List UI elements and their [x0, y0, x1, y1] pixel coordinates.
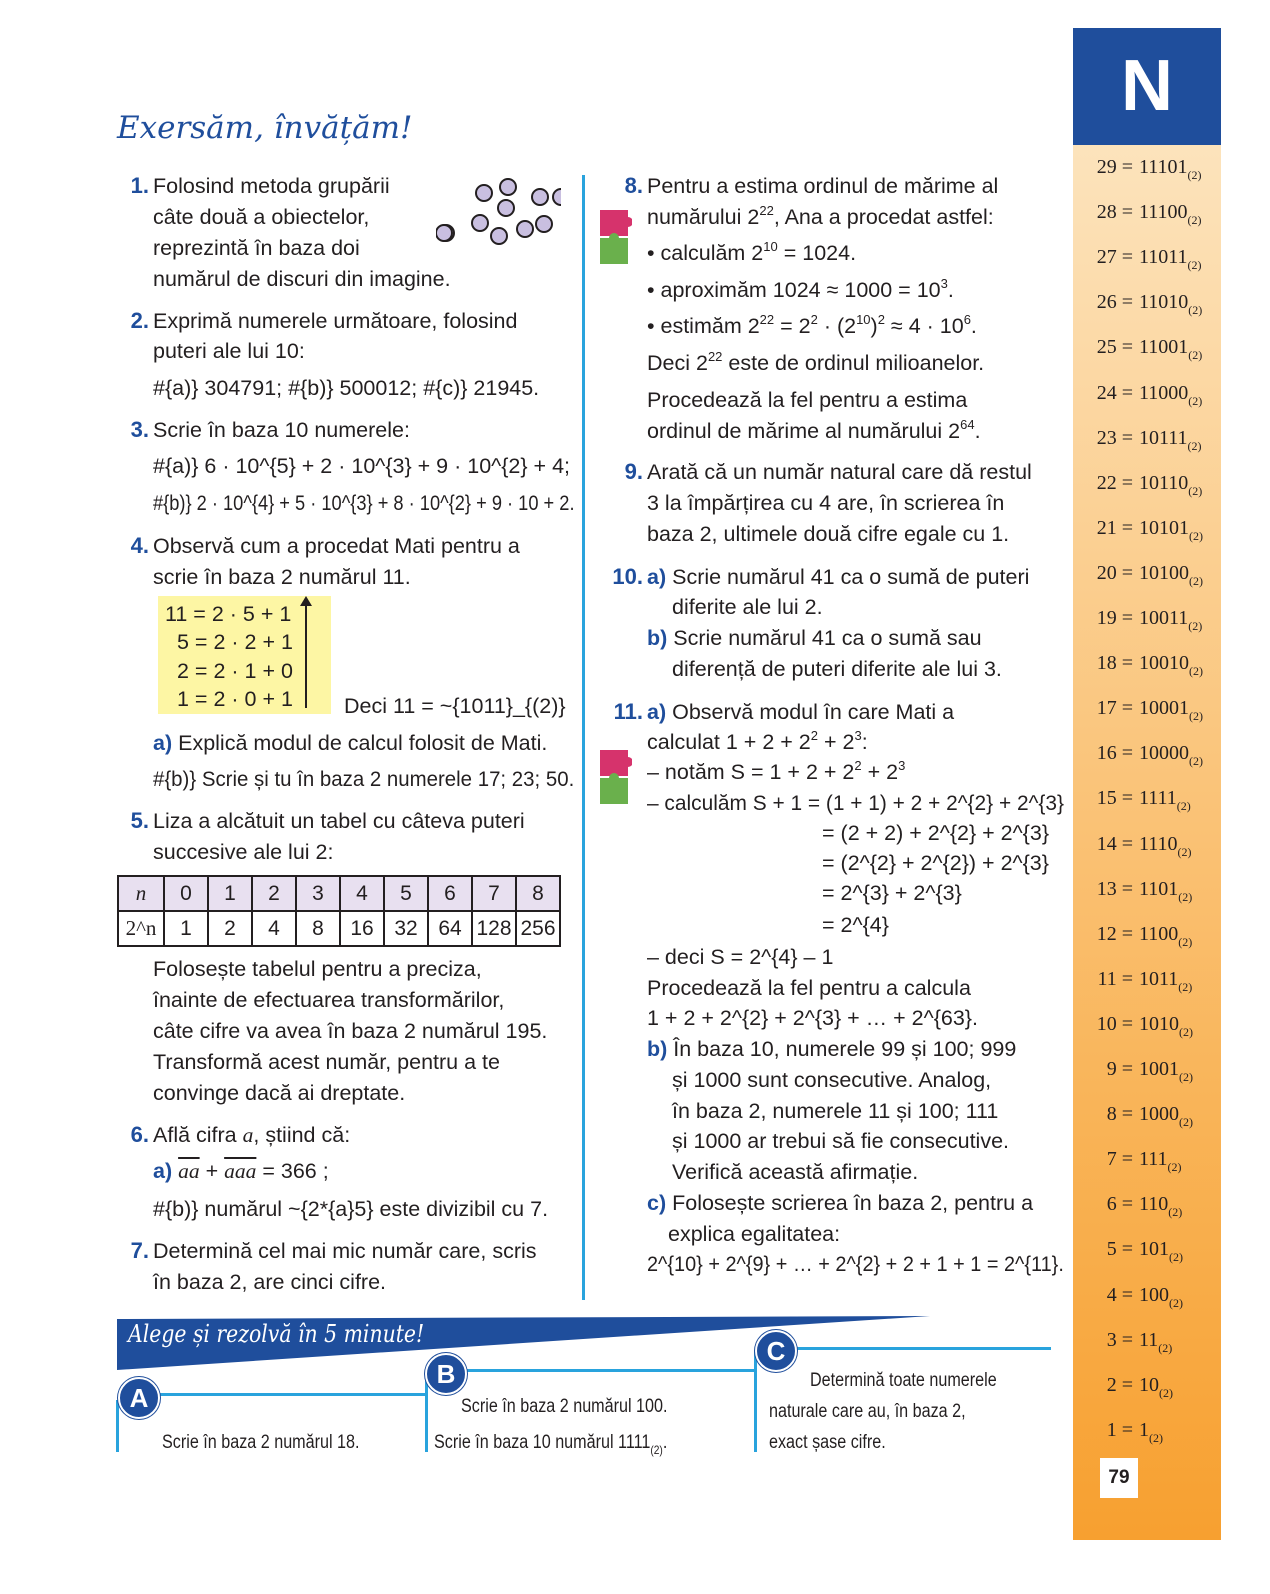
text-line: = 2^{4}: [822, 913, 889, 937]
text-line: Liza a alcătuit un tabel cu câteva puteri: [153, 809, 525, 833]
option-c-text: exact șase cifre.: [769, 1432, 886, 1453]
text-line: #{b)} 2 · 10^{4} + 5 · 10^{3} + 8 · 10^{2} + 9 · 10 + 2.: [153, 491, 575, 515]
table-cell: 5: [384, 876, 428, 911]
text-line: • estimăm $2^{22} = 2^2 \cdot (2^{10})^2 \approx 4 \cdot 10^6$.: [647, 312, 977, 338]
option-a-line: [116, 1400, 119, 1452]
text-line: ordinul de mărime al numărului $2^{64}$.: [647, 417, 981, 443]
option-c-badge: C: [755, 1330, 797, 1372]
discs-illustration: [436, 175, 561, 250]
text-line: #{b)} numărul ~{2*{a}5} este divizibil cu 7.: [153, 1197, 549, 1221]
exercise-number: 4.: [130, 533, 149, 558]
disc: [491, 228, 507, 244]
option-c-text: naturale care au, în baza 2,: [769, 1401, 966, 1422]
text-line: explica egalitatea:: [668, 1222, 841, 1246]
text-line: – deci S = 2^{4} – 1: [647, 945, 834, 969]
table-cell: 2: [208, 911, 252, 946]
text-line: Folosind metoda grupării: [153, 174, 390, 198]
text-line: Deci $2^{22}$ este de ordinul milioanelor.: [647, 349, 985, 375]
disc: [498, 200, 514, 216]
option-c-line: [775, 1347, 1051, 1350]
text-line: numărului $2^{22}$, Ana a procedat astfel:: [647, 203, 994, 229]
text-line: 2 = 2 · 1 + 0: [177, 659, 293, 683]
page-number: 79: [1100, 1458, 1138, 1498]
option-b-line: [445, 1369, 757, 1372]
text-line: și 1000 ar trebui să fie consecutive.: [672, 1129, 1010, 1153]
exercise-number: 10.: [612, 564, 643, 589]
text-line: câte cifre va avea în baza 2 numărul 195.: [153, 1019, 548, 1043]
text-line: #{a)} 6 · 10^{5} + 2 · 10^{3} + 9 · 10^{2} + 4;: [153, 454, 571, 478]
text-line: numărul de discuri din imagine.: [153, 267, 451, 291]
powers-of-two-table: [117, 875, 561, 947]
table-cell: 8: [296, 911, 340, 946]
text-line: scrie în baza 2 numărul 11.: [153, 565, 411, 589]
text-line: – notăm $S = 1 + 2 + 2^2 + 2^3$: [647, 758, 906, 784]
text-line: Verifică această afirmație.: [672, 1160, 919, 1184]
table-row: [118, 876, 560, 911]
text-line: diferență de puteri diferite ale lui 3.: [672, 657, 1002, 681]
exercise-number: 7.: [130, 1238, 149, 1263]
table-cell: 64: [428, 911, 472, 946]
disc: [476, 185, 492, 201]
option-b-text: Scrie în baza 10 numărul $1111_{(2)}$.: [434, 1432, 668, 1457]
text-line: convinge dacă ai dreptate.: [153, 1081, 406, 1105]
text-line: 1 + 2 + 2^{2} + 2^{3} + … + 2^{63}.: [647, 1006, 978, 1030]
table-cell: 0: [164, 876, 208, 911]
table-cell: 128: [472, 911, 516, 946]
text-line: Procedează la fel pentru a calcula: [647, 976, 971, 1000]
text-line: diferite ale lui 2.: [672, 595, 823, 619]
text-line: Arată că un număr natural care dă restul: [647, 460, 1032, 484]
exercise-number: 11.: [613, 699, 643, 724]
text-line: Deci 11 = ~{1011}_{(2)}: [344, 694, 566, 718]
table-cell: 2^n: [118, 911, 164, 946]
text-line: = (2^{2} + 2^{2}) + 2^{3}: [822, 851, 1049, 875]
text-line: a) Scrie numărul 41 ca o sumă de puteri: [647, 565, 1030, 589]
table-cell: 6: [428, 876, 472, 911]
disc: [436, 225, 452, 241]
text-line: înainte de efectuarea transformărilor,: [153, 988, 505, 1012]
option-b-badge: B: [425, 1353, 467, 1395]
text-line: Află cifra a, știind că:: [153, 1123, 351, 1147]
text-line: c) Folosește scrierea în baza 2, pentru a: [647, 1191, 1034, 1215]
text-line: Pentru a estima ordinul de mărime al: [647, 174, 999, 198]
table-cell: 16: [340, 911, 384, 946]
table-cell: 4: [340, 876, 384, 911]
text-line: în baza 2, are cinci cifre.: [153, 1270, 387, 1294]
table-cell: 2: [252, 876, 296, 911]
disc: [532, 189, 548, 205]
text-line: Folosește tabelul pentru a preciza,: [153, 957, 482, 981]
table-cell: 32: [384, 911, 428, 946]
puzzle-icon: [596, 748, 632, 806]
text-line: succesive ale lui 2:: [153, 840, 334, 864]
table-row: [118, 911, 560, 946]
text-line: #{b)} Scrie și tu în baza 2 numerele 17; 23; 50.: [153, 767, 575, 791]
puzzle-icon: [596, 208, 632, 266]
exercise-number: 8.: [624, 173, 643, 198]
disc: [472, 215, 488, 231]
text-line: #{a)} 304791; #{b)} 500012; #{c)} 21945.: [153, 376, 540, 400]
column-divider: [582, 175, 585, 1300]
table-cell: 8: [516, 876, 560, 911]
exercise-number: 2.: [130, 308, 149, 333]
exercise-number: 3.: [130, 417, 149, 442]
text-line: puteri ale lui 10:: [153, 339, 305, 363]
text-line: calculat $1 + 2 + 2^2 + 2^3$:: [647, 728, 868, 754]
text-line: – calculăm S + 1 = (1 + 1) + 2 + 2^{2} + 2^{3}: [647, 791, 1064, 815]
exercise-number: 1.: [130, 173, 149, 198]
text-line: 1 = 2 · 0 + 1: [177, 687, 293, 711]
text-line: b) Scrie numărul 41 ca o sumă sau: [647, 626, 982, 650]
table-cell: 4: [252, 911, 296, 946]
text-line: • aproximăm $1024 \approx 1000 = 10^3$.: [647, 276, 954, 302]
option-a-line: [140, 1393, 428, 1396]
table-cell: 1: [208, 876, 252, 911]
text-line: b) În baza 10, numerele 99 și 100; 999: [647, 1037, 1017, 1061]
table-cell: 1: [164, 911, 208, 946]
text-line: = (2 + 2) + 2^{2} + 2^{3}: [822, 821, 1049, 845]
option-a-text: Scrie în baza 2 numărul 18.: [162, 1432, 360, 1453]
binary-sidebar: N 29 = $11101_{(2)}$ 28 = $11100_{(2)}$ 27 = $11011_{(2)}$ 26 = $11010_{(2)}$ 25 = $11001_{(2)}$ 24 = $11000_{(2)}$ 23 = $10111_{(2)}$ 22 = $10110_{(2)}$ 21 = $10101_{(2)}$ 20 = $10100_{(2)}$ 19 = $10011_{(2)}$ 18 = $10010_{(2)}$ 17 = $10001_{(2)}$ 16 = $10000_{(2)}$ 15 = $1111_{(2)}$ 14 = $1110_{(2)}$ 13 = $1101_{(2)}$ 12 = $1100_{(2)}$ 11 = $1011_{(2)}$ 10 = $1010_{(2)}$ 9 = $1001_{(2)}$ 8 = $1000_{(2)}$ 7 = $111_{(2)}$ 6 = $110_{(2)}$ 5 = $101_{(2)}$ 4 = $100_{(2)}$ 3 = $11_{(2)}$ 2 = $10_{(2)}$ 1 = $1_{(2)}$: [1073, 28, 1221, 1540]
up-arrow-icon: [305, 600, 307, 708]
text-line: 11 = 2 · 5 + 1: [165, 602, 292, 626]
option-c-line: [754, 1350, 757, 1452]
exercise-number: 9.: [624, 459, 643, 484]
text-line: reprezintă în baza doi: [153, 236, 360, 260]
text-line: câte două a obiectelor,: [153, 205, 370, 229]
option-b-text: Scrie în baza 2 numărul 100.: [461, 1396, 668, 1417]
option-c-text: Determină toate numerele: [810, 1370, 997, 1391]
disc: [500, 179, 516, 195]
text-line: 5 = 2 · 2 + 1: [177, 630, 293, 654]
option-a-badge: A: [118, 1377, 160, 1419]
table-cell: n: [118, 876, 164, 911]
text-line: în baza 2, numerele 11 și 100; 111: [672, 1099, 999, 1123]
text-line: Observă cum a procedat Mati pentru a: [153, 534, 520, 558]
disc: [536, 216, 552, 232]
text-line: Procedează la fel pentru a estima: [647, 388, 968, 412]
text-line: • calculăm $2^{10} = 1024$.: [647, 239, 857, 265]
text-line: = 2^{3} + 2^{3}: [822, 881, 962, 905]
text-line: a) $\overline{aa} + \overline{aaa} = 366$ ;: [153, 1159, 329, 1183]
text-line: și 1000 sunt consecutive. Analog,: [672, 1068, 992, 1092]
table-cell: 7: [472, 876, 516, 911]
exercise-number: 6.: [130, 1122, 149, 1147]
text-line: a) Explică modul de calcul folosit de Mati.: [153, 731, 548, 755]
text-line: 3 la împărțirea cu 4 are, în scrierea în: [647, 491, 1005, 515]
text-line: baza 2, ultimele două cifre egale cu 1.: [647, 522, 1010, 546]
text-line: Determină cel mai mic număr care, scris: [153, 1239, 537, 1263]
exercise-number: 5.: [130, 808, 149, 833]
text-line: 2^{10} + 2^{9} + … + 2^{2} + 2 + 1 + 1 = 2^{11}.: [647, 1252, 1064, 1276]
chapter-letter: N: [1073, 28, 1221, 145]
disc: [553, 189, 561, 205]
text-line: Exprimă numerele următoare, folosind: [153, 309, 518, 333]
table-cell: 256: [516, 911, 560, 946]
section-heading: Exersăm, învățăm!: [117, 110, 413, 146]
text-line: Transformă acest număr, pentru a te: [153, 1050, 500, 1074]
text-line: a) Observă modul în care Mati a: [647, 700, 955, 724]
text-line: Scrie în baza 10 numerele:: [153, 418, 410, 442]
disc: [517, 221, 533, 237]
table-cell: 3: [296, 876, 340, 911]
quiz-title: Alege și rezolvă în 5 minute!: [128, 1320, 425, 1348]
